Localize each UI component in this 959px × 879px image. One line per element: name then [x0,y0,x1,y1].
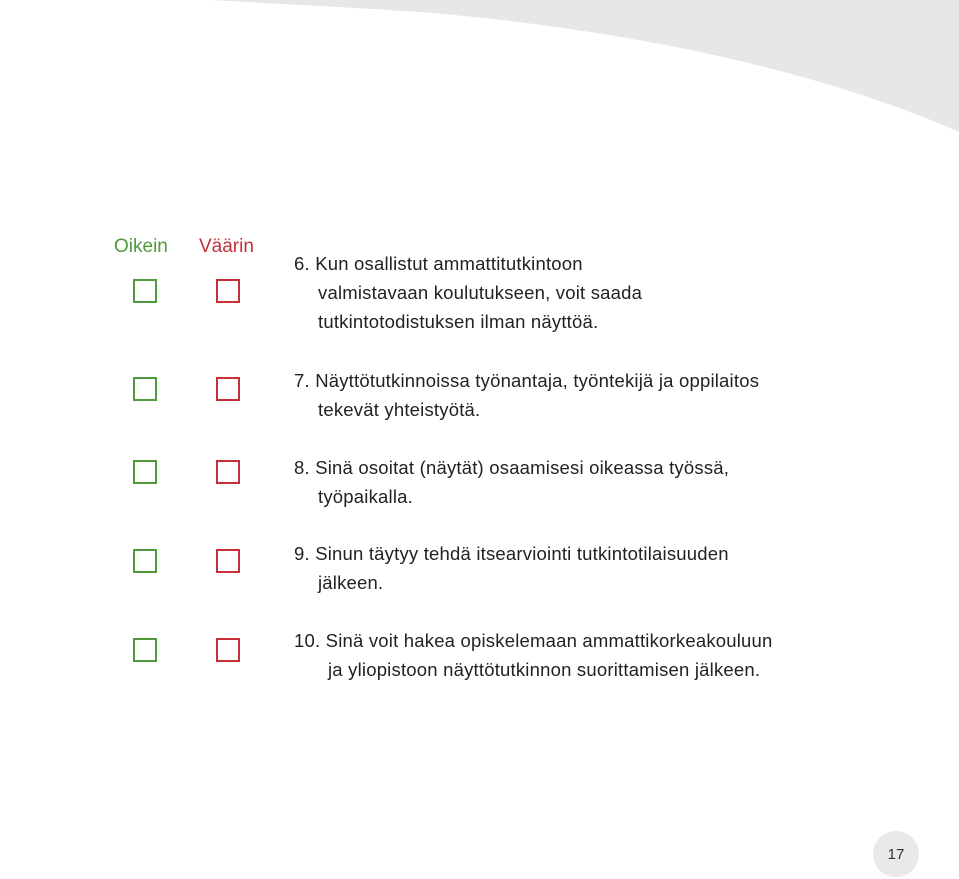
question-number: 6. [294,253,310,274]
checkbox-wrong-q7[interactable] [216,377,240,401]
checkbox-correct-q8[interactable] [133,460,157,484]
question-9 [294,539,729,597]
question-number: 9. [294,543,310,564]
question-text-line: Kun osallistut ammattitutkintoon [315,253,583,274]
checkbox-wrong-q9[interactable] [216,549,240,573]
question-number: 10. [294,630,321,651]
page-number: 17 [873,831,919,877]
page-corner-decoration [0,0,959,140]
checkbox-wrong-q8[interactable] [216,460,240,484]
question-text-line: työpaikalla. [318,486,413,507]
question-text-line: Sinä osoitat (näytät) osaamisesi oikeassa työssä, [315,457,730,478]
question-10 [294,626,773,684]
question-text-line: jälkeen. [318,572,384,593]
question-text-line: tutkintotodistuksen ilman näyttöä. [318,311,599,332]
question-text-line: Näyttötutkinnoissa työnantaja, työntekijä ja oppilaitos [315,370,760,391]
question-text-line: ja yliopistoon näyttötutkinnon suorittamisen jälkeen. [328,659,761,680]
question-text-line: Sinun täytyy tehdä itsearviointi tutkintotilaisuuden [315,543,729,564]
checkbox-correct-q10[interactable] [133,638,157,662]
question-8 [294,453,729,511]
question-text-line: valmistavaan koulutukseen, voit saada [318,282,643,303]
question-6 [294,249,642,336]
question-text-line: tekevät yhteistyötä. [318,399,481,420]
question-number: 8. [294,457,310,478]
question-number: 7. [294,370,310,391]
checkbox-correct-q6[interactable] [133,279,157,303]
checkbox-correct-q9[interactable] [133,549,157,573]
checkbox-wrong-q10[interactable] [216,638,240,662]
question-7 [294,366,759,424]
header-correct: Oikein [114,236,168,257]
header-wrong: Väärin [199,236,254,257]
checkbox-correct-q7[interactable] [133,377,157,401]
question-text-line: Sinä voit hakea opiskelemaan ammattikorkeakouluun [325,630,773,651]
checkbox-wrong-q6[interactable] [216,279,240,303]
